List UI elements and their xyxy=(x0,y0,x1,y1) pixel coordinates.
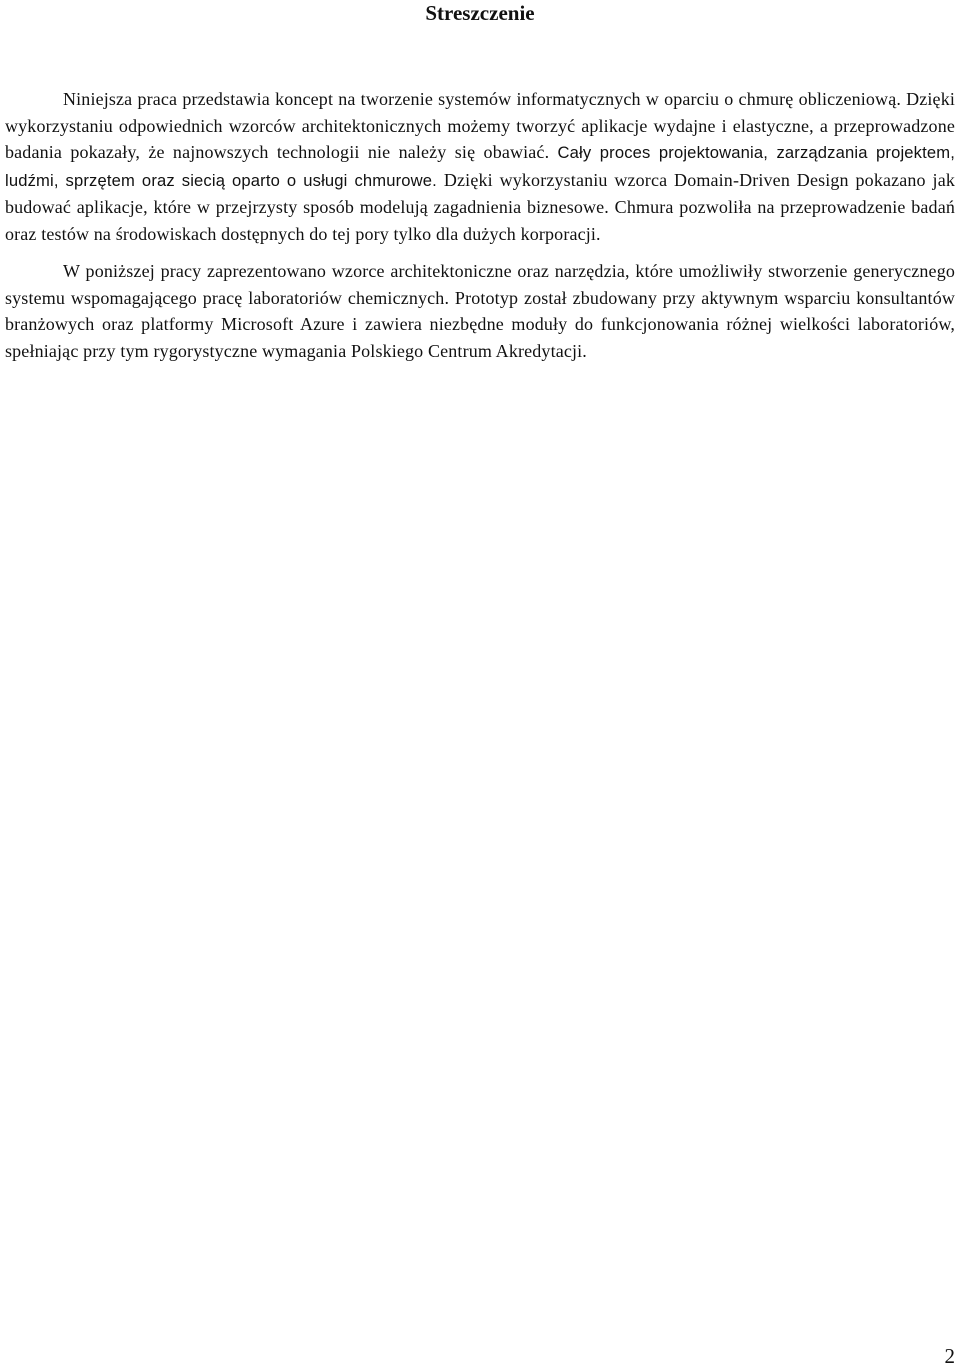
paragraph-1 xyxy=(5,86,955,247)
paragraph-1-segment-3: Dzięki wykorzystaniu wzorca Domain-Driven Design pokazano jak budować aplikacje, które w przejrzysty sposób modelują zagadnienia biznesowe. Chmura pozwoliła na przeprowadzenie badań oraz testów na środowiskach dostępnych do tej pory tylko dla dużych korporacji. xyxy=(5,169,955,244)
paragraph-2-segment-1: W poniższej pracy zaprezentowano wzorce architektoniczne oraz narzędzia, które umożliwiły stworzenie generycznego systemu wspomagającego pracę laboratoriów chemicznych. Prototyp został zbudowany przy aktywnym wsparciu konsultantów branżowych oraz platformy Microsoft Azure i zawiera niezbędne moduły do funkcjonowania różnej wielkości laboratoriów, spełniając przy tym rygorystyczne wymagania Polskiego Centrum Akredytacji. xyxy=(5,261,955,361)
abstract-body xyxy=(5,86,955,375)
paragraph-1-segment-2: Cały proces projektowania, zarządzania projektem, ludźmi, sprzętem oraz siecią oparto o usługi chmurowe. xyxy=(5,143,955,190)
page-title: Streszczenie xyxy=(425,1,535,25)
page-number: 2 xyxy=(944,1344,955,1368)
paragraph-2 xyxy=(5,258,955,364)
paragraph-1-segment-1: Niniejsza praca przedstawia koncept na tworzenie systemów informatycznych w oparciu o chmurę obliczeniową. Dzięki wykorzystaniu odpowiednich wzorców architektonicznych możemy tworzyć aplikacje wydajne i elastyczne, a przeprowadzone badania pokazały, że najnowszych technologii nie należy się obawiać. xyxy=(5,89,955,162)
